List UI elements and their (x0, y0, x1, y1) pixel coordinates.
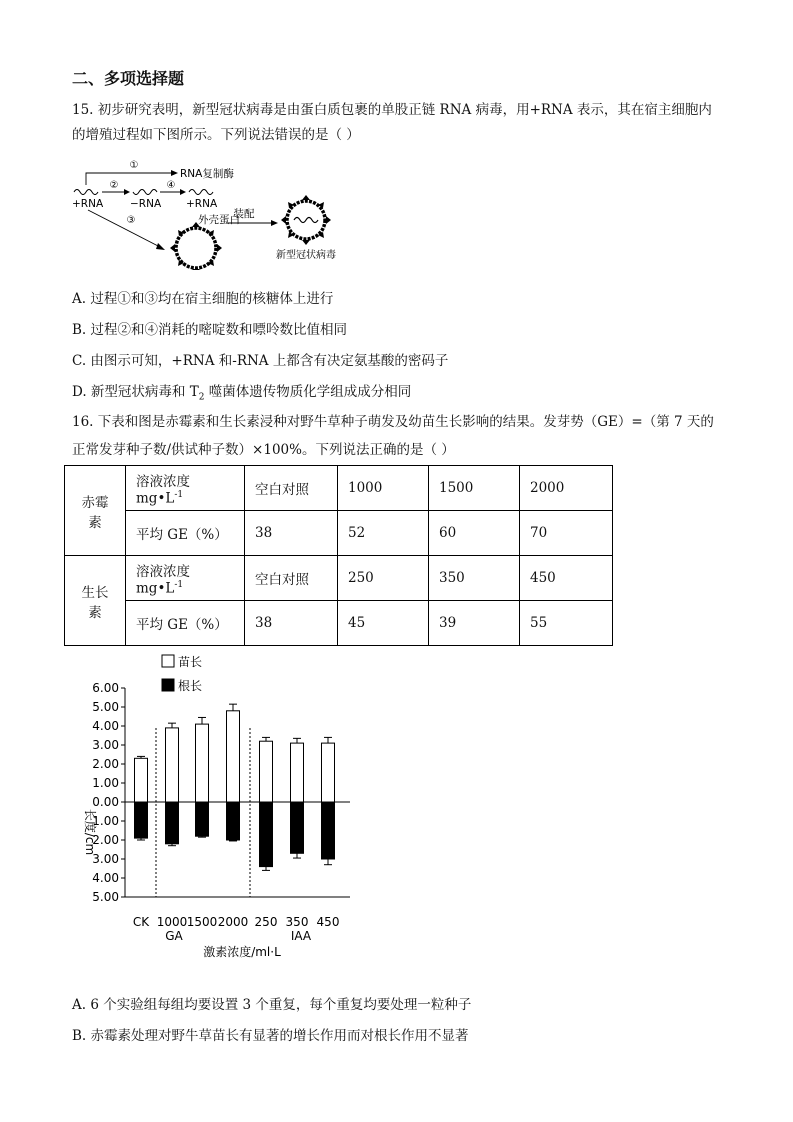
shoot-bar (322, 743, 335, 802)
x-tick-label: 1000 (156, 915, 188, 929)
q15-option-d-post: 噬菌体遗传物质化学组成成分相同 (204, 384, 412, 400)
q15-option-d-sub: 2 (198, 392, 205, 403)
q16-stem-line1: 16. 下表和图是赤霉素和生长素浸种对野牛草种子萌发及幼苗生长影响的结果。发芽势（GE）=（第 7 天的 (72, 414, 714, 430)
root-bar (291, 802, 304, 853)
table-cell: 38 (245, 511, 338, 556)
enzyme-label: RNA复制酶 (180, 168, 234, 180)
table-cell: 38 (245, 601, 338, 646)
shoot-bar (196, 724, 209, 802)
x-axis-label: 激素浓度/ml·L (203, 945, 281, 959)
table-cell: 空白对照 (245, 466, 338, 511)
q16-option-a[interactable]: A. 6 个实验组每组均要设置 3 个重复，每个重复均要处理一粒种子 (72, 997, 472, 1013)
x-axis-labels (133, 915, 340, 929)
q15-option-c[interactable]: C. 由图示可知，+RNA 和-RNA 上都含有决定氨基酸的密码子 (72, 353, 449, 369)
group-label-ga: GA (165, 929, 183, 943)
table-cell: 2000 (520, 466, 613, 511)
chart-legend (162, 655, 202, 693)
table-cell: 55 (520, 601, 613, 646)
ge-label-cell: 平均 GE（%） (126, 601, 245, 646)
conc-unit-sup: -1 (174, 579, 184, 590)
table-cell: 39 (429, 601, 520, 646)
root-bar (227, 802, 240, 840)
virus-label: 新型冠状病毒 (276, 250, 336, 261)
q15-option-b[interactable]: B. 过程②和④消耗的嘧啶数和嘌呤数比值相同 (72, 322, 348, 338)
x-tick-label: 450 (316, 915, 340, 929)
root-bar (166, 802, 179, 844)
table-cell: 1500 (429, 466, 520, 511)
y-tick-label: 2.00 (92, 757, 119, 771)
virus-icon (281, 195, 331, 245)
table-cell: 45 (338, 601, 429, 646)
table-cell: 空白对照 (245, 556, 338, 601)
q16-option-b[interactable]: B. 赤霉素处理对野牛草苗长有显著的增长作用而对根长作用不显著 (72, 1028, 469, 1044)
shoot-bar (227, 711, 240, 802)
assembly-label: 装配 (233, 208, 255, 220)
q15-option-a[interactable]: A. 过程①和③均在宿主细胞的核糖体上进行 (72, 291, 334, 307)
y-tick-label: 4.00 (92, 719, 119, 733)
q15-option-d-pre: D. 新型冠状病毒和 T (72, 384, 199, 400)
q15-stem-line1: 15. 初步研究表明，新型冠状病毒是由蛋白质包裹的单股正链 RNA 病毒，用+RNA 表示，其在宿主细胞内 (72, 102, 712, 118)
legend-label-shoot: 苗长 (178, 655, 203, 669)
plus-rna-strand-2 (189, 190, 213, 195)
table-cell: 450 (520, 556, 613, 601)
y-tick-label: 2.00 (92, 833, 119, 847)
growth-bar-chart (70, 650, 370, 965)
y-tick-label: 6.00 (92, 681, 119, 695)
shoot-bar (260, 741, 273, 802)
root-bar (322, 802, 335, 859)
table-cell: 1000 (338, 466, 429, 511)
q16-stem-line2: 正常发芽种子数/供试种子数）×100%。下列说法正确的是（ ） (72, 442, 455, 458)
legend-label-root: 根长 (178, 679, 203, 693)
table-row (65, 466, 613, 511)
conc-label: 溶液浓度 mg•L (136, 563, 190, 597)
x-tick-label: CK (132, 915, 150, 929)
q15-replication-diagram (66, 155, 356, 270)
gib-group-cell: 赤霉素 (65, 466, 126, 556)
step4-label: ④ (166, 180, 176, 191)
q15-option-d[interactable] (72, 380, 411, 403)
y-tick-label: 4.00 (92, 871, 119, 885)
root-bar (196, 802, 209, 836)
x-tick-label: 350 (285, 915, 309, 929)
root-bar (135, 802, 148, 838)
table-cell: 52 (338, 511, 429, 556)
chart-bars (135, 704, 335, 870)
group-label-iaa: IAA (290, 929, 312, 943)
y-tick-label: 0.00 (92, 795, 119, 809)
table-row (65, 601, 613, 646)
shoot-bar (291, 743, 304, 802)
auxin-group-cell: 生长素 (65, 556, 126, 646)
conc-label-cell (126, 556, 245, 601)
q16-data-table (64, 465, 613, 646)
plus-rna-label-2: +RNA (186, 198, 218, 210)
y-tick-label: 1.00 (92, 814, 119, 828)
step2-label: ② (109, 180, 119, 191)
plus-rna-strand (74, 190, 98, 195)
legend-swatch-root (162, 679, 174, 691)
y-axis-label: 长度/cm (83, 808, 97, 856)
table-row (65, 511, 613, 556)
shoot-bar (166, 728, 179, 802)
step3-label: ③ (126, 215, 136, 226)
table-cell: 60 (429, 511, 520, 556)
table-cell: 350 (429, 556, 520, 601)
y-tick-label: 5.00 (92, 890, 119, 904)
shoot-bar (135, 758, 148, 802)
x-tick-label: 2000 (217, 915, 249, 929)
capsid-label: 外壳蛋白 (198, 214, 240, 226)
conc-label: 溶液浓度 mg•L (136, 473, 190, 507)
table-cell: 70 (520, 511, 613, 556)
x-tick-label: 1500 (186, 915, 218, 929)
y-tick-label: 3.00 (92, 738, 119, 752)
plus-rna-label: +RNA (72, 198, 104, 210)
x-tick-label: 250 (254, 915, 278, 929)
conc-label-cell (126, 466, 245, 511)
legend-swatch-shoot (162, 655, 174, 667)
minus-rna-label: −RNA (130, 198, 162, 210)
y-tick-label: 1.00 (92, 776, 119, 790)
y-tick-label: 3.00 (92, 852, 119, 866)
y-axis (92, 681, 350, 904)
minus-rna-strand (133, 190, 157, 195)
q15-stem-line2: 的增殖过程如下图所示。下列说法错误的是（ ） (72, 127, 360, 143)
section-title: 二、多项选择题 (72, 69, 185, 88)
root-bar (260, 802, 273, 867)
table-row (65, 556, 613, 601)
capsid-icon (170, 222, 222, 270)
conc-unit-sup: -1 (174, 489, 184, 500)
step1-label: ① (129, 160, 139, 171)
table-cell: 250 (338, 556, 429, 601)
y-tick-label: 5.00 (92, 700, 119, 714)
ge-label-cell: 平均 GE（%） (126, 511, 245, 556)
